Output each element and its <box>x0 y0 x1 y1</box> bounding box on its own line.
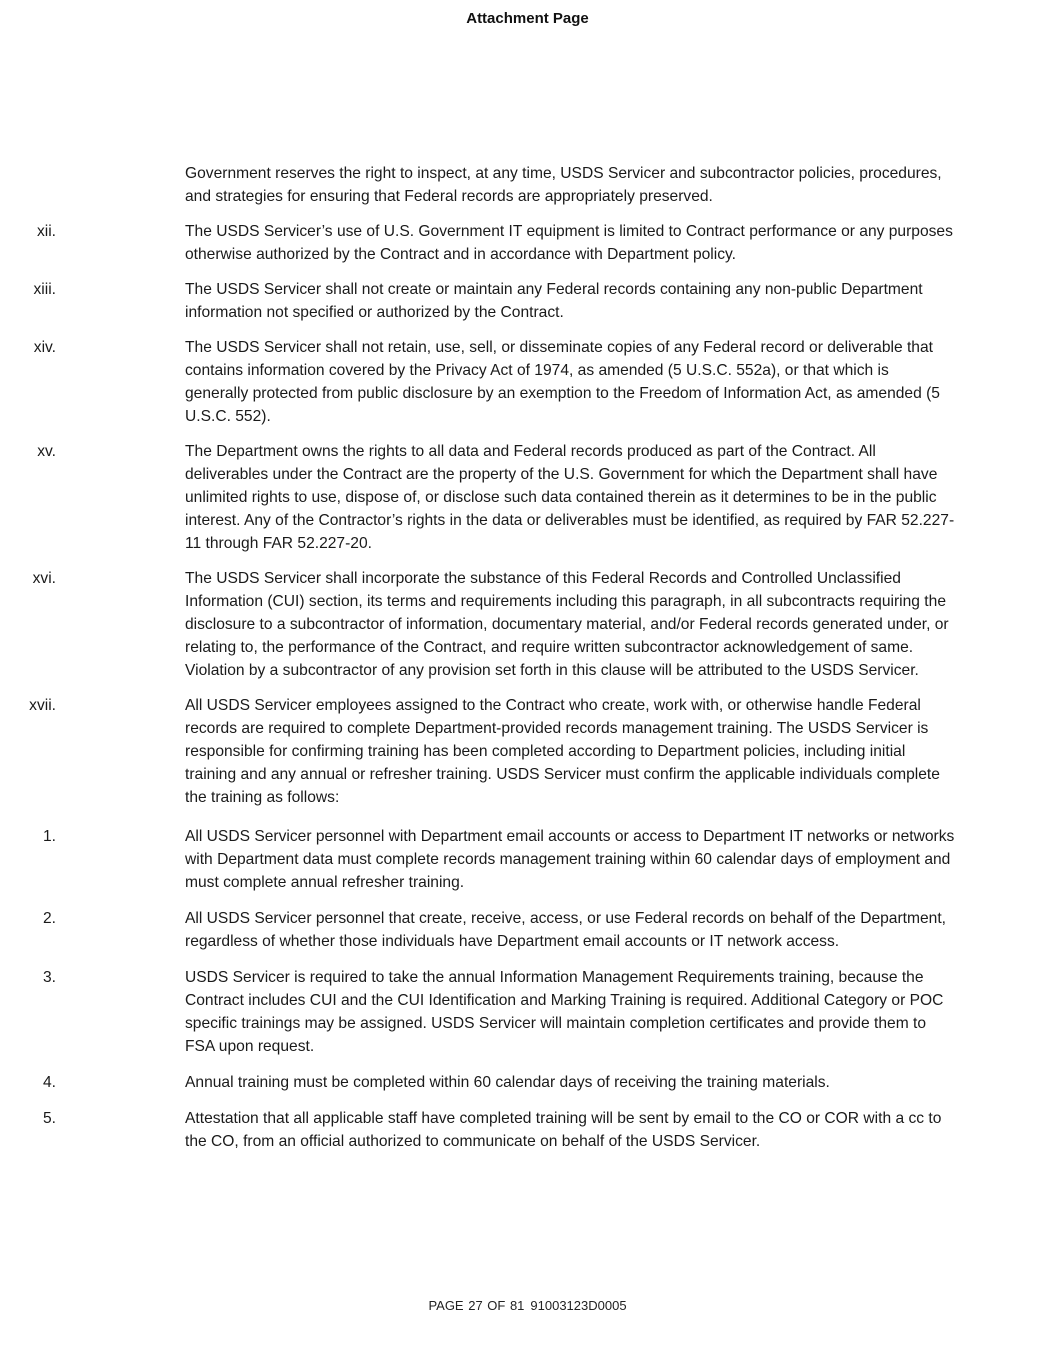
page-footer <box>0 1298 1055 1313</box>
list-item <box>0 567 955 682</box>
list-item-text: The USDS Servicer shall not retain, use, sell, or disseminate copies of any Federal record or deliverable that contains information covered by the Privacy Act of 1974, as amended (5 U.S.C. 552a), or that which is generally protected from public disclosure by an exemption to the Freedom of Information Act, as amended (5 U.S.C. 552). <box>185 339 940 425</box>
list-marker: 3. <box>42 969 56 986</box>
list-item <box>0 336 955 428</box>
list-item <box>0 440 955 555</box>
list-marker: xiii. <box>33 281 56 298</box>
list-item <box>0 220 955 266</box>
list-marker: xii. <box>36 223 56 240</box>
list-item-text: The Department owns the rights to all data and Federal records produced as part of the Contract. All deliverables under the Contract are the property of the U.S. Government for which the Department shall have unlimited rights to use, dispose of, or disclose such data contained therein as it determines to be in the public interest. Any of the Contractor’s rights in the data or deliverables must be identified, as required by FAR 52.227-11 through FAR 52.227-20. <box>185 443 955 552</box>
list-marker: xvi. <box>32 570 56 587</box>
list-item-text: The USDS Servicer shall incorporate the substance of this Federal Records and Controlled Unclassified Information (CUI) section, its terms and requirements including this paragraph, in all subcontracts requiring the disclosure to a subcontractor of information, documentary material, and/or Federal records generated under, or relating to, the performance of the Contract, and require written subcontractor acknowledgement of same. Violation by a subcontractor of any provision set forth in this clause will be attributed to the USDS Servicer. <box>185 570 949 679</box>
list-marker: xiv. <box>33 339 56 356</box>
list-item <box>0 278 955 324</box>
list-item-text: All USDS Servicer personnel with Department email accounts or access to Department IT networks or networks with Department data must complete records management training within 60 calendar days of employment and must complete annual refresher training. <box>185 828 955 891</box>
list-item-text: The USDS Servicer shall not create or maintain any Federal records containing any non-public Department information not specified or authorized by the Contract. <box>185 281 923 321</box>
list-item-text: Attestation that all applicable staff have completed training will be sent by email to the CO or COR with a cc to the CO, from an official authorized to communicate on behalf of the USDS Servicer. <box>185 1110 942 1150</box>
contract-number: 91003123D0005 <box>530 1298 627 1313</box>
numbered-list-item <box>0 1107 955 1153</box>
list-marker: 4. <box>42 1074 56 1091</box>
list-item-text: All USDS Servicer employees assigned to the Contract who create, work with, or otherwise handle Federal records are required to complete Department-provided records management training. The USDS Servicer is responsible for confirming training has been completed according to Department policies, including initial training and any annual or refresher training. USDS Servicer must confirm the applicable individuals complete the training as follows: <box>185 697 940 806</box>
list-marker: 5. <box>42 1110 56 1127</box>
document-body <box>0 162 1055 1166</box>
list-marker: 1. <box>42 828 56 845</box>
list-item <box>0 694 955 809</box>
list-item-text: All USDS Servicer personnel that create, receive, access, or use Federal records on behalf of the Department, regardless of whether those individuals have Department email accounts or IT network access. <box>185 910 946 950</box>
numbered-list-item <box>0 907 955 953</box>
continuation-paragraph <box>0 162 955 208</box>
page-number-label: PAGE 27 OF 81 <box>428 1298 525 1313</box>
page-header-title: Attachment Page <box>466 10 589 27</box>
list-item-text: Annual training must be completed within 60 calendar days of receiving the training materials. <box>185 1074 830 1091</box>
paragraph-text: Government reserves the right to inspect, at any time, USDS Servicer and subcontractor policies, procedures, and strategies for ensuring that Federal records are appropriately preserved. <box>185 165 942 205</box>
numbered-list-item <box>0 825 955 894</box>
list-item-text: USDS Servicer is required to take the annual Information Management Requirements training, because the Contract includes CUI and the CUI Identification and Marking Training is required. Additional Category or POC specific trainings may be assigned. USDS Servicer will maintain completion certificates and provide them to FSA upon request. <box>185 969 944 1055</box>
list-marker: 2. <box>42 910 56 927</box>
numbered-list-item <box>0 1071 955 1094</box>
list-marker: xvii. <box>29 697 56 714</box>
numbered-list-item <box>0 966 955 1058</box>
list-marker: xv. <box>37 443 56 460</box>
list-item-text: The USDS Servicer’s use of U.S. Government IT equipment is limited to Contract performance or any purposes otherwise authorized by the Contract and in accordance with Department policy. <box>185 223 953 263</box>
